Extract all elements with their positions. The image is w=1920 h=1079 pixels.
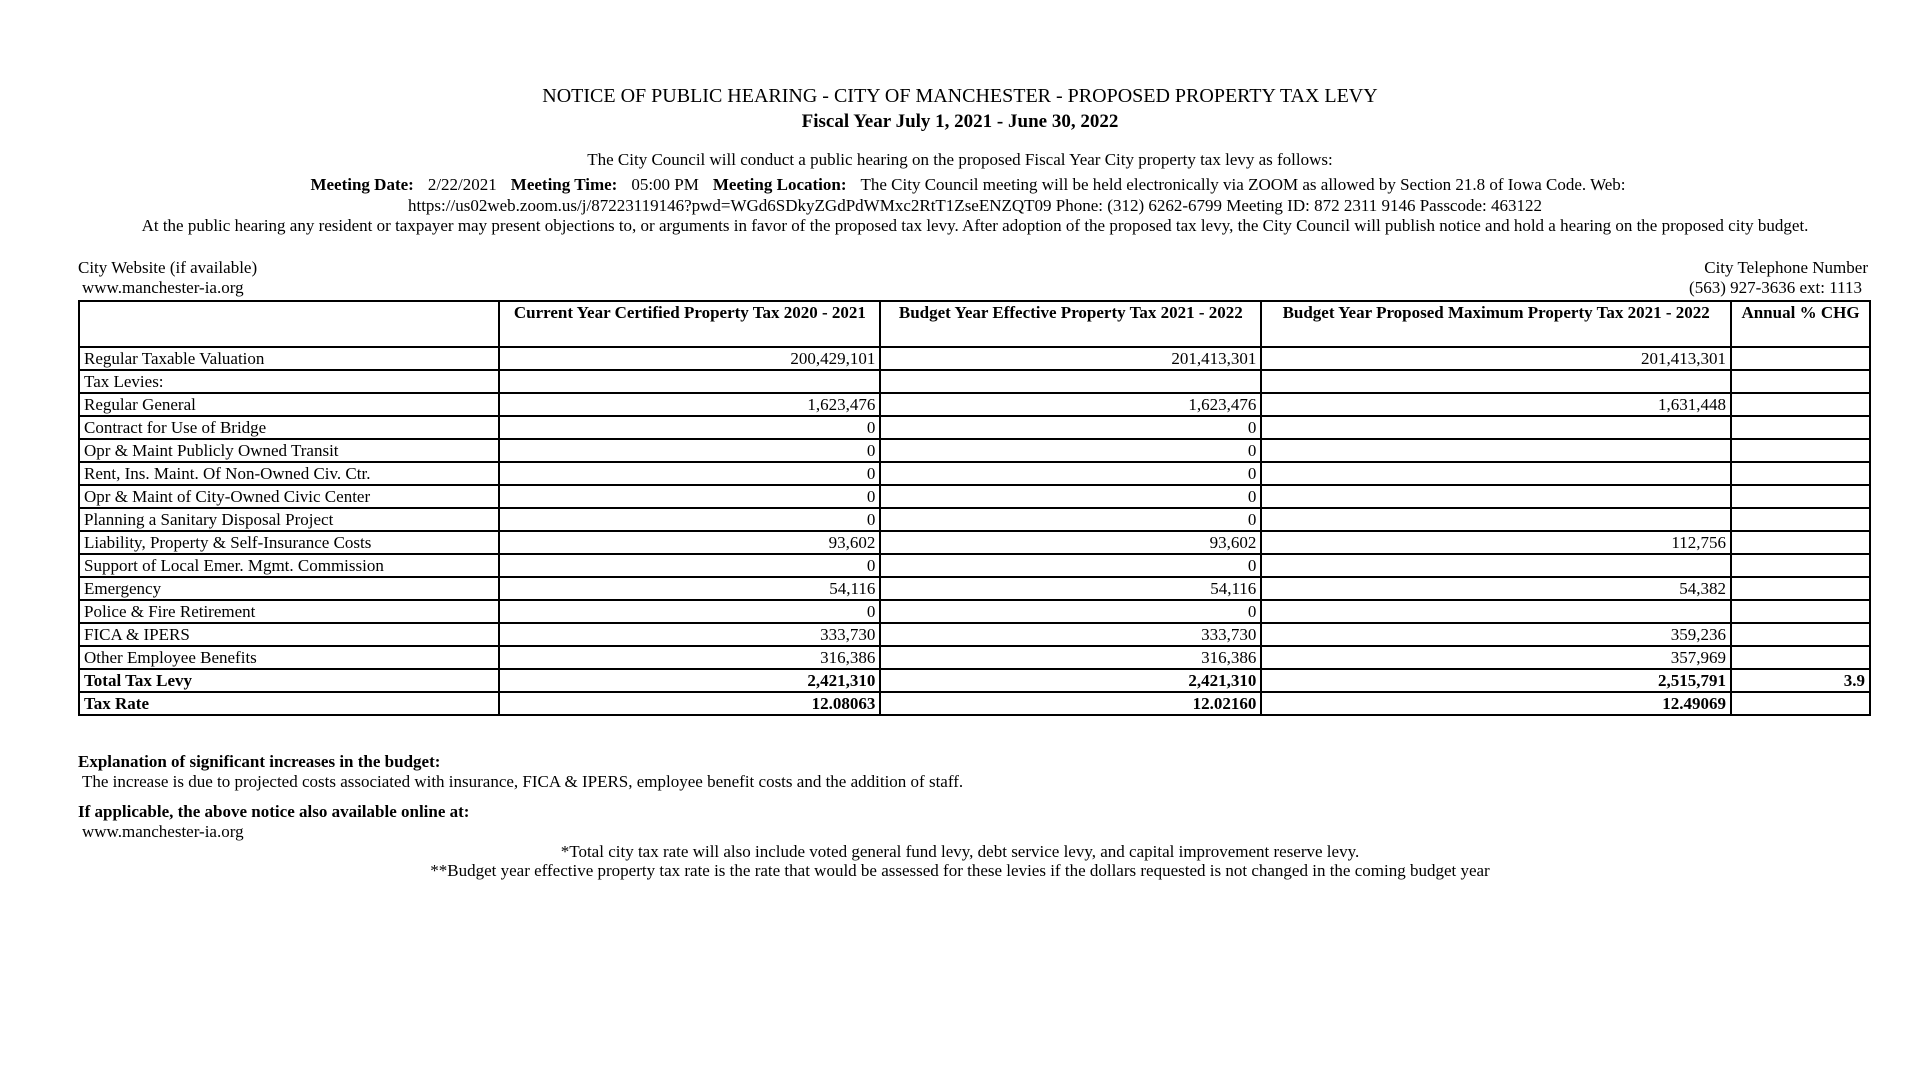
row-label: Tax Levies: <box>79 370 499 393</box>
annual-change-value <box>1731 531 1870 554</box>
table-row <box>79 623 1870 646</box>
table-row <box>79 393 1870 416</box>
proposed-value <box>1261 554 1731 577</box>
effective-value: 0 <box>880 554 1261 577</box>
current-year-value <box>499 370 880 393</box>
header-current-year: Current Year Certified Property Tax 2020 - 2021 <box>499 301 880 347</box>
effective-value: 0 <box>880 439 1261 462</box>
meeting-time-label: Meeting Time: <box>510 175 618 194</box>
notice-title: NOTICE OF PUBLIC HEARING - CITY OF MANCHESTER - PROPOSED PROPERTY TAX LEVY <box>542 85 1378 107</box>
table-row <box>79 577 1870 600</box>
hearing-text: At the public hearing any resident or taxpayer may present objections to, or arguments in favor of the proposed tax levy. After adoption of the proposed tax levy, the City Council will publish notice and hold a hearing on the proposed city budget. <box>141 216 1809 235</box>
proposed-value: 54,382 <box>1261 577 1731 600</box>
effective-value: 93,602 <box>880 531 1261 554</box>
row-label: Regular General <box>79 393 499 416</box>
effective-value: 0 <box>880 508 1261 531</box>
row-label: Opr & Maint of City-Owned Civic Center <box>79 485 499 508</box>
header-proposed: Budget Year Proposed Maximum Property Tax 2021 - 2022 <box>1261 301 1731 347</box>
phone-label: City Telephone Number <box>1704 258 1868 277</box>
footnote-effective-rate: **Budget year effective property tax rate is the rate that would be assessed for these levies if the dollars requested is not changed in the coming budget year <box>430 861 1490 880</box>
annual-change-value <box>1731 577 1870 600</box>
effective-value: 54,116 <box>880 577 1261 600</box>
tax-levy-table <box>78 300 1871 716</box>
table-body <box>79 347 1870 715</box>
row-label: Opr & Maint Publicly Owned Transit <box>79 439 499 462</box>
website-block <box>78 258 257 298</box>
online-link[interactable]: www.manchester-ia.org <box>82 822 244 841</box>
current-year-value: 316,386 <box>499 646 880 669</box>
proposed-value: 359,236 <box>1261 623 1731 646</box>
current-year-value: 0 <box>499 600 880 623</box>
annual-change-value <box>1731 393 1870 416</box>
meeting-location-label: Meeting Location: <box>712 175 847 194</box>
table-row <box>79 669 1870 692</box>
annual-change-value <box>1731 485 1870 508</box>
row-label: Other Employee Benefits <box>79 646 499 669</box>
annual-change-value <box>1731 439 1870 462</box>
proposed-value: 2,515,791 <box>1261 669 1731 692</box>
row-label: Support of Local Emer. Mgmt. Commission <box>79 554 499 577</box>
online-heading: If applicable, the above notice also available online at: <box>78 802 470 821</box>
annual-change-value: 3.9 <box>1731 669 1870 692</box>
row-label: Planning a Sanitary Disposal Project <box>79 508 499 531</box>
row-label: Total Tax Levy <box>79 669 499 692</box>
proposed-value: 201,413,301 <box>1261 347 1731 370</box>
table-row <box>79 531 1870 554</box>
table-row <box>79 554 1870 577</box>
current-year-value: 0 <box>499 439 880 462</box>
annual-change-value <box>1731 623 1870 646</box>
current-year-value: 54,116 <box>499 577 880 600</box>
proposed-value <box>1261 600 1731 623</box>
meeting-info <box>80 174 1870 216</box>
effective-value <box>880 370 1261 393</box>
annual-change-value <box>1731 600 1870 623</box>
proposed-value: 12.49069 <box>1261 692 1731 715</box>
current-year-value: 12.08063 <box>499 692 880 715</box>
annual-change-value <box>1731 508 1870 531</box>
effective-value: 1,623,476 <box>880 393 1261 416</box>
website-link[interactable]: www.manchester-ia.org <box>82 278 244 297</box>
table-header-row <box>79 301 1870 347</box>
annual-change-value <box>1731 416 1870 439</box>
annual-change-value <box>1731 692 1870 715</box>
current-year-value: 1,623,476 <box>499 393 880 416</box>
current-year-value: 200,429,101 <box>499 347 880 370</box>
footnote-total-rate: *Total city tax rate will also include voted general fund levy, debt service levy, and capital improvement reserve levy. <box>560 842 1360 861</box>
header-effective: Budget Year Effective Property Tax 2021 - 2022 <box>880 301 1261 347</box>
explanation-text: The increase is due to projected costs associated with insurance, FICA & IPERS, employee benefit costs and the addition of staff. <box>82 772 964 791</box>
effective-value: 2,421,310 <box>880 669 1261 692</box>
table-row <box>79 692 1870 715</box>
meeting-date: 2/22/2021 <box>427 175 497 194</box>
meeting-date-label: Meeting Date: <box>310 175 414 194</box>
row-label: Liability, Property & Self-Insurance Costs <box>79 531 499 554</box>
row-label: Rent, Ins. Maint. Of Non-Owned Civ. Ctr. <box>79 462 499 485</box>
table-row <box>79 646 1870 669</box>
current-year-value: 0 <box>499 462 880 485</box>
effective-value: 0 <box>880 485 1261 508</box>
proposed-value: 1,631,448 <box>1261 393 1731 416</box>
table-row <box>79 600 1870 623</box>
meeting-time: 05:00 PM <box>631 175 699 194</box>
meeting-line-1 <box>80 174 1870 195</box>
header-annual-change: Annual % CHG <box>1731 301 1870 347</box>
website-label: City Website (if available) <box>78 258 258 277</box>
effective-value: 0 <box>880 462 1261 485</box>
annual-change-value <box>1731 646 1870 669</box>
row-label: Regular Taxable Valuation <box>79 347 499 370</box>
table-row <box>79 462 1870 485</box>
proposed-value <box>1261 370 1731 393</box>
effective-value: 12.02160 <box>880 692 1261 715</box>
current-year-value: 0 <box>499 485 880 508</box>
fiscal-year-subtitle: Fiscal Year July 1, 2021 - June 30, 2022 <box>801 111 1119 132</box>
explanation-heading: Explanation of significant increases in the budget: <box>78 752 441 771</box>
row-label: Police & Fire Retirement <box>79 600 499 623</box>
intro-text: The City Council will conduct a public hearing on the proposed Fiscal Year City property tax levy as follows: <box>587 150 1333 169</box>
meeting-location-line1: The City Council meeting will be held electronically via ZOOM as allowed by Section 21.8 of Iowa Code. Web: <box>860 175 1626 194</box>
proposed-value <box>1261 485 1731 508</box>
effective-value: 0 <box>880 600 1261 623</box>
table-row <box>79 439 1870 462</box>
current-year-value: 0 <box>499 416 880 439</box>
phone-block <box>1689 258 1868 298</box>
proposed-value <box>1261 416 1731 439</box>
annual-change-value <box>1731 462 1870 485</box>
row-label: Tax Rate <box>79 692 499 715</box>
table-row <box>79 485 1870 508</box>
row-label: Contract for Use of Bridge <box>79 416 499 439</box>
annual-change-value <box>1731 347 1870 370</box>
current-year-value: 0 <box>499 554 880 577</box>
phone-number: (563) 927-3636 ext: 1113 <box>1689 278 1862 297</box>
current-year-value: 93,602 <box>499 531 880 554</box>
meeting-location-line2: https://us02web.zoom.us/j/87223119146?pwd=WGd6SDkyZGdPdWMxc2RtT1ZseENZQT09 Phone: (312) 6262-6799 Meeting ID: 872 2311 9146 Passcode: 463122 <box>407 196 1542 215</box>
proposed-value: 357,969 <box>1261 646 1731 669</box>
proposed-value <box>1261 462 1731 485</box>
annual-change-value <box>1731 554 1870 577</box>
row-label: FICA & IPERS <box>79 623 499 646</box>
proposed-value <box>1261 439 1731 462</box>
row-label: Emergency <box>79 577 499 600</box>
effective-value: 316,386 <box>880 646 1261 669</box>
table-row <box>79 370 1870 393</box>
current-year-value: 2,421,310 <box>499 669 880 692</box>
annual-change-value <box>1731 370 1870 393</box>
table-row <box>79 416 1870 439</box>
table-row <box>79 508 1870 531</box>
proposed-value <box>1261 508 1731 531</box>
current-year-value: 0 <box>499 508 880 531</box>
effective-value: 201,413,301 <box>880 347 1261 370</box>
proposed-value: 112,756 <box>1261 531 1731 554</box>
current-year-value: 333,730 <box>499 623 880 646</box>
effective-value: 0 <box>880 416 1261 439</box>
header-label <box>79 301 499 347</box>
effective-value: 333,730 <box>880 623 1261 646</box>
table-row <box>79 347 1870 370</box>
